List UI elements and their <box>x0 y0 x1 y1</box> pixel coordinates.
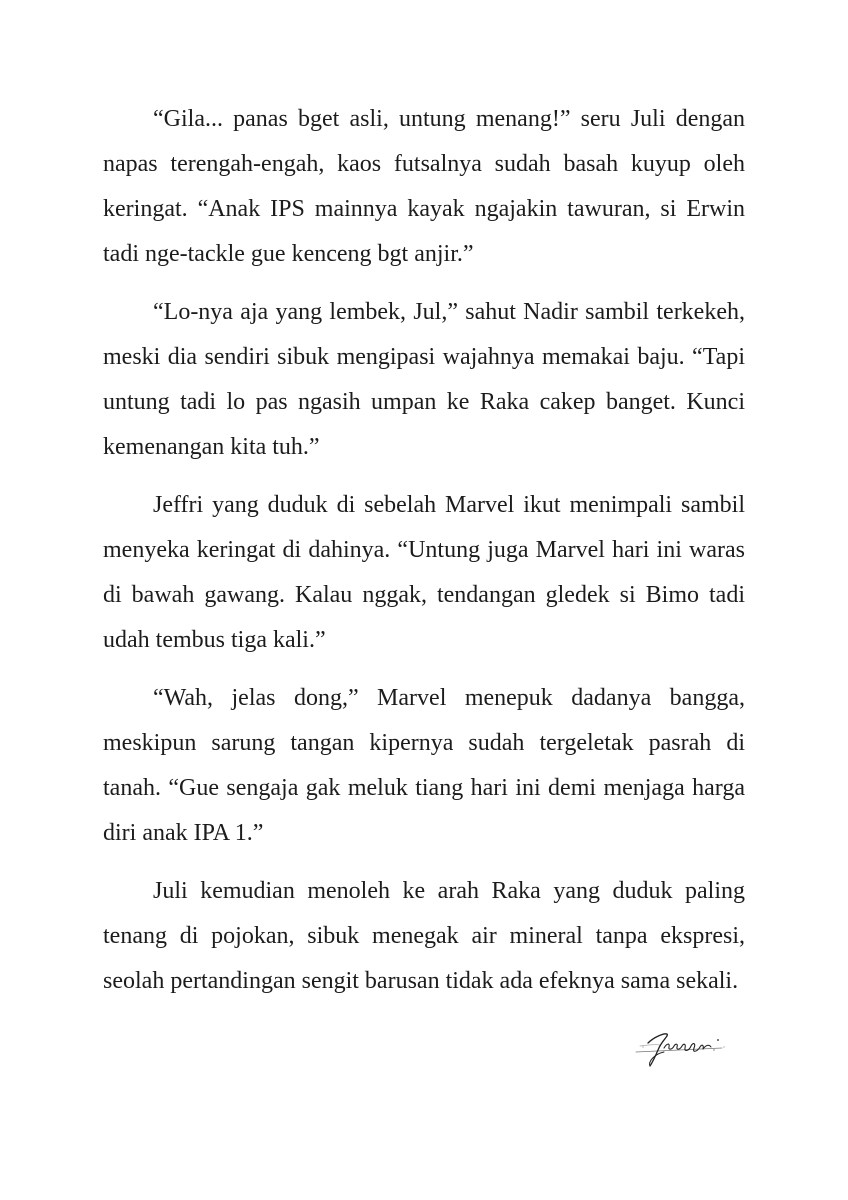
signature-icon <box>634 1026 734 1072</box>
paragraph: “Wah, jelas dong,” Marvel menepuk dadanya bangga, meskipun sarung tangan kipernya sudah tergeletak pasrah di tanah. “Gue sengaja gak meluk tiang hari ini demi menjaga harga diri anak IPA 1.” <box>103 685 745 846</box>
paragraph: “Gila... panas bget asli, untung menang!” seru Juli dengan napas terengah-engah, kaos futsalnya sudah basah kuyup oleh keringat. “Anak IPS mainnya kayak ngajakin tawuran, si Erwin tadi nge-tackle gue kenceng bgt anjir.” <box>103 106 745 267</box>
paragraph: Juli kemudian menoleh ke arah Raka yang duduk paling tenang di pojokan, sibuk menegak air mineral tanpa ekspresi, seolah pertandingan sengit barusan tidak ada efeknya sama sekali. <box>103 878 745 994</box>
paragraph: Jeffri yang duduk di sebelah Marvel ikut menimpali sambil menyeka keringat di dahinya. “Untung juga Marvel hari ini waras di bawah gawang. Kalau nggak, tendangan gledek si Bimo tadi udah tembus tiga kali.” <box>103 492 745 653</box>
document-body <box>103 97 745 1017</box>
paragraph: “Lo-nya aja yang lembek, Jul,” sahut Nadir sambil terkekeh, meski dia sendiri sibuk mengipasi wajahnya memakai baju. “Tapi untung tadi lo pas ngasih umpan ke Raka cakep banget. Kunci kemenangan kita tuh.” <box>103 299 745 460</box>
